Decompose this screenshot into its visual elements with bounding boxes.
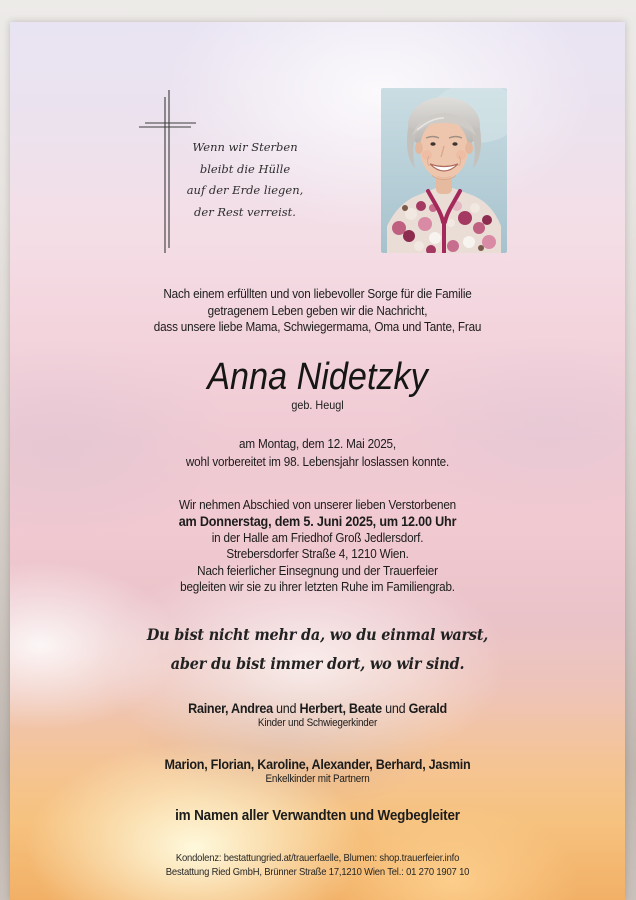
funeral-location: in der Halle am Friedhof Groß Jedlersdorf. [211, 529, 424, 545]
intro-line: getragenem Leben geben wir die Nachricht, [207, 302, 428, 318]
children-group: Gerald [408, 700, 447, 716]
funeral-line: begleiten wir sie zu ihrer letzten Ruhe im Familiengrab. [180, 579, 455, 595]
quote-line: aber du bist immer dort, wo wir sind. [170, 654, 465, 673]
children-group: Rainer, Andrea [188, 700, 273, 716]
poem [70, 137, 420, 223]
closing-line: im Namen aller Verwandten und Wegbegleiter [175, 807, 460, 824]
conjunction: und [276, 700, 297, 716]
funeral-line: Wir nehmen Abschied von unserer lieben Verstorbenen [178, 497, 457, 512]
poem-line: auf der Erde liegen, [186, 183, 304, 197]
funeral-home-footer [41, 852, 595, 879]
mourners-children [41, 699, 595, 730]
death-notice [41, 435, 595, 471]
poem-line: Wenn wir Sterben [192, 140, 298, 154]
children-group: Herbert, Beate [299, 700, 382, 716]
children-names [41, 699, 595, 717]
intro-line: dass unsere liebe Mama, Schwiegermama, Oma und Tante, Frau [153, 319, 482, 334]
portrait-photo [381, 88, 507, 253]
death-date-line: am Montag, dem 12. Mai 2025, [239, 436, 396, 451]
poem-line: der Rest verreist. [194, 204, 296, 219]
memorial-quote [41, 620, 595, 678]
grandchildren-names: Marion, Florian, Karoline, Alexander, Berhard, Jasmin [164, 756, 471, 772]
grandchildren-relation: Enkelkinder mit Partnern [265, 773, 370, 785]
funeral-home-info: Bestattung Ried GmbH, Brünner Straße 17,1210 Wien Tel.: 01 270 1907 10 [165, 865, 470, 878]
funeral-details [41, 497, 595, 595]
condolence-info: Kondolenz: bestattungried.at/trauerfaelle, Blumen: shop.trauerfeier.info [175, 852, 460, 864]
quote-line: Du bist nicht mehr da, wo du einmal warst, [146, 625, 489, 644]
maiden-name: geb. Heugl [291, 398, 344, 412]
mourners-grandchildren [41, 755, 595, 786]
death-age-line: wohl vorbereitet im 98. Lebensjahr loslassen konnte. [185, 454, 450, 469]
intro-line: Nach einem erfüllten und von liebevoller Sorge für die Familie [163, 286, 472, 301]
children-relation: Kinder und Schwiegerkinder [257, 717, 378, 729]
conjunction: und [385, 700, 406, 716]
obituary-card [10, 22, 625, 900]
funeral-datetime: am Donnerstag, dem 5. Juni 2025, um 12.00 Uhr [178, 513, 457, 530]
funeral-address: Strebersdorfer Straße 4, 1210 Wien. [226, 546, 409, 562]
intro-text [41, 286, 595, 336]
poem-line: bleibt die Hülle [199, 161, 291, 176]
funeral-line: Nach feierlicher Einsegnung und der Trauerfeier [197, 562, 438, 578]
deceased-name: Anna Nidetzky [207, 356, 428, 398]
